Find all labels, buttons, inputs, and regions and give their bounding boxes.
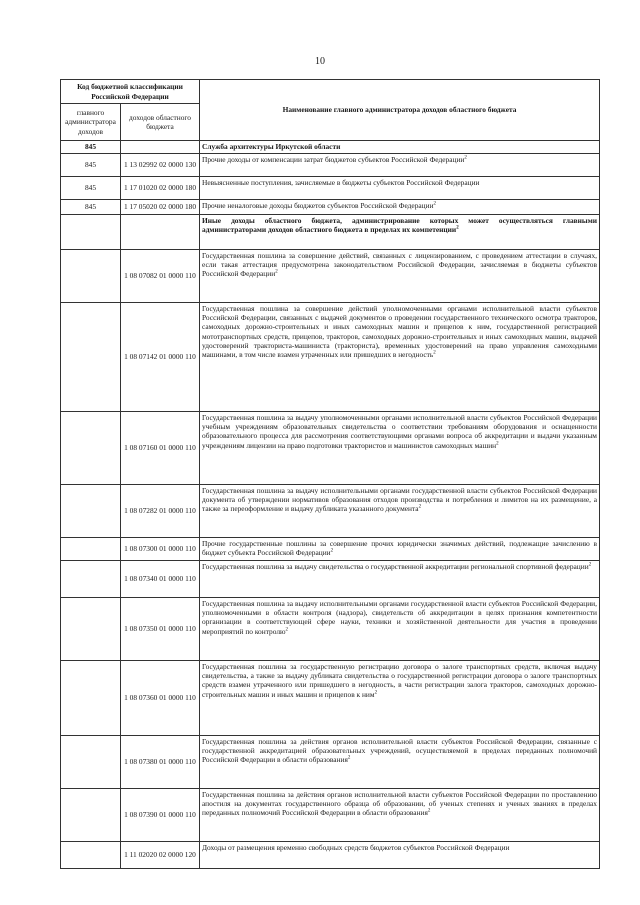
name-text: Прочие неналоговые доходы бюджетов субъектов Российской Федерации (202, 201, 434, 210)
admin-code-cell (61, 538, 121, 561)
income-code-cell: 1 13 02992 02 0000 130 (121, 154, 200, 177)
footnote-marker: 2 (347, 755, 351, 761)
table-row (61, 177, 600, 200)
admin-code-cell (61, 598, 121, 661)
admin-code-cell (61, 842, 121, 869)
name-text: Государственная пошлина за выдачу уполномоченными органами исполнительной власти субъектов Российской Федерации учебным учреждениям образовательных свидетельства о соответствии требованиям оборудования и оснащенности образовательного процесса для рассмотрения соответствующими органами вопроса об аккредитации и выдачи указанным учреждениям лицензии на право подготовки трактористов и машинистов самоходных машин (202, 413, 597, 450)
footnote-marker: 2 (456, 225, 459, 231)
name-cell (200, 303, 600, 412)
admin-code-cell (61, 250, 121, 303)
table-row (61, 303, 600, 412)
income-code-cell: 1 17 05020 02 0000 180 (121, 200, 200, 215)
income-code-cell: 1 08 07360 01 0000 110 (121, 661, 200, 736)
table-header-row (61, 80, 600, 104)
name-cell (200, 250, 600, 303)
name-cell (200, 736, 600, 789)
admin-code-cell (61, 485, 121, 538)
name-cell (200, 412, 600, 485)
income-code-cell: 1 08 07350 01 0000 110 (121, 598, 200, 661)
footnote-marker: 2 (433, 350, 436, 356)
footnote-marker: 2 (427, 808, 431, 814)
table-row (61, 485, 600, 538)
income-code-cell: 1 08 07082 01 0000 110 (121, 250, 200, 303)
footnote-marker: 2 (464, 155, 467, 161)
income-code-cell (121, 215, 200, 250)
admin-code-cell (61, 661, 121, 736)
name-text: Государственная пошлина за действия органов исполнительной власти субъектов Российской Федерации по проставлению апостиля на документах государственного образца об образовании, об ученых степенях и ученых званиях в пределах переданных полномочий Российской Федерации в области образования (202, 790, 597, 818)
name-text: Государственная пошлина за действия органов исполнительной власти субъектов Российской Федерации, связанные с государственной аккредитацией образовательных учреждений, осуществляемой в пределах переданных полномочий Российской Федерации в области образования (202, 737, 597, 765)
table-row (61, 736, 600, 789)
header-admin: главного администратора доходов (61, 104, 121, 141)
name-text: Доходы от размещения временно свободных средств бюджетов субъектов Российской Федерации (202, 843, 510, 852)
admin-code-cell: 845 (61, 154, 121, 177)
table-row (61, 250, 600, 303)
footnote-marker: 2 (496, 441, 499, 447)
table-row (61, 200, 600, 215)
name-text: Государственная пошлина за совершение действий, связанных с лицензированием, с проведением аттестации в случаях, если такая аттестация предусмотрена законодательством Российской Федерации, зачисляемая в бюджеты субъектов Российской Федерации (202, 251, 597, 279)
admin-code-cell (61, 412, 121, 485)
table-row (61, 538, 600, 561)
table-row (61, 789, 600, 842)
name-text: Иные доходы областного бюджета, администрирование которых может осуществляться главными администраторами доходов областного бюджета в пределах их компетенции (202, 216, 597, 235)
budget-classification-table (60, 79, 600, 869)
name-text: Прочие государственные пошлины за совершение прочих юридически значимых действий, подлежащие зачислению в бюджет субъекта Российской Федерации (202, 539, 597, 558)
page-number: 10 (315, 56, 325, 67)
income-code-cell: 1 08 07142 01 0000 110 (121, 303, 200, 412)
name-cell (200, 177, 600, 200)
admin-code-cell (61, 561, 121, 598)
table-row (61, 412, 600, 485)
table-row (61, 561, 600, 598)
footnote-marker: 2 (285, 627, 289, 633)
header-name: Наименование главного администратора доходов областного бюджета (200, 80, 600, 141)
name-text: Государственная пошлина за выдачу свидетельства о государственной аккредитации региональной спортивной федерации (202, 562, 589, 571)
name-cell (200, 200, 600, 215)
name-text: Государственная пошлина за выдачу исполнительными органами государственной власти субъектов Российской Федерации документа об утверждении нормативов образования отходов производства и потребления и лимитов на их размещение, а также за переоформление и выдачу дубликата указанного документа (202, 486, 597, 514)
income-code-cell: 1 08 07340 01 0000 110 (121, 561, 200, 598)
income-code-cell (121, 141, 200, 154)
name-cell (200, 538, 600, 561)
income-code-cell: 1 08 07380 01 0000 110 (121, 736, 200, 789)
admin-code-cell (61, 789, 121, 842)
admin-code-cell: 845 (61, 177, 121, 200)
table-row (61, 215, 600, 250)
table-row (61, 661, 600, 736)
table-row (61, 842, 600, 869)
income-code-cell: 1 08 07160 01 0000 110 (121, 412, 200, 485)
income-code-cell: 1 08 07300 01 0000 110 (121, 538, 200, 561)
name-cell (200, 561, 600, 598)
admin-code-cell: 845 (61, 200, 121, 215)
admin-code-cell (61, 303, 121, 412)
name-cell (200, 215, 600, 250)
footnote-marker: 2 (275, 269, 278, 275)
income-code-cell: 1 08 07390 01 0000 110 (121, 789, 200, 842)
header-income: доходов областного бюджета (121, 104, 200, 141)
income-code-cell: 1 17 01020 02 0000 180 (121, 177, 200, 200)
name-text: Государственная пошлина за выдачу исполнительными органами государственной власти субъектов Российской Федерации, уполномоченными в области контроля (надзора), свидетельств об аккредитации в целях признания компетентности организации в соответствующей сфере науки, техники и хозяйственной деятельности для участия в проведении мероприятий по контролю (202, 599, 597, 636)
table-row (61, 141, 600, 154)
name-cell (200, 141, 600, 154)
admin-code-cell (61, 736, 121, 789)
name-cell (200, 842, 600, 869)
table-row (61, 154, 600, 177)
name-text: Государственная пошлина за государственную регистрацию договора о залоге транспортных средств, включая выдачу свидетельства, а также за выдачу дубликата свидетельства о государственной регистрации договора о залоге транспортных средств взамен утраченного или пришедшего в негодность, в части регистрации залога тракторов, самоходных дорожно-строительных машин и иных машин и прицепов к ним (202, 662, 597, 699)
name-cell (200, 661, 600, 736)
header-code-group: Код бюджетной классификации Российской Федерации (61, 80, 200, 104)
name-text: Невыясненные поступления, зачисляемые в бюджеты субъектов Российской Федерации (202, 178, 480, 187)
income-code-cell: 1 08 07282 01 0000 110 (121, 485, 200, 538)
name-text: Государственная пошлина за совершение действий уполномоченными органами исполнительной власти субъектов Российской Федерации, связанных с выдачей документов о проведении государственного технического осмотра тракторов, самоходных дорожно-строительных и иных самоходных машин и прицепов к ним, государственной регистрацией мототранспортных средств, прицепов, тракторов, самоходных дорожно-строительных и иных самоходных машин, выдачей удостоверений тракториста-машиниста (тракториста), временных удостоверений на право управления самоходными машинами, в том числе взамен утраченных или пришедших в негодность (202, 304, 597, 360)
footnote-marker: 2 (330, 548, 334, 554)
admin-code-cell (61, 215, 121, 250)
footnote-marker: 2 (588, 562, 592, 568)
table-row (61, 598, 600, 661)
name-cell (200, 789, 600, 842)
name-cell (200, 154, 600, 177)
name-cell (200, 598, 600, 661)
name-text: Служба архитектуры Иркутской области (202, 142, 341, 151)
footnote-marker: 2 (374, 690, 378, 696)
admin-code-cell: 845 (61, 141, 121, 154)
footnote-marker: 2 (433, 201, 437, 207)
income-code-cell: 1 11 02020 02 0000 120 (121, 842, 200, 869)
name-text: Прочие доходы от компенсации затрат бюджетов субъектов Российской Федерации (202, 155, 465, 164)
footnote-marker: 2 (418, 504, 422, 510)
name-cell (200, 485, 600, 538)
